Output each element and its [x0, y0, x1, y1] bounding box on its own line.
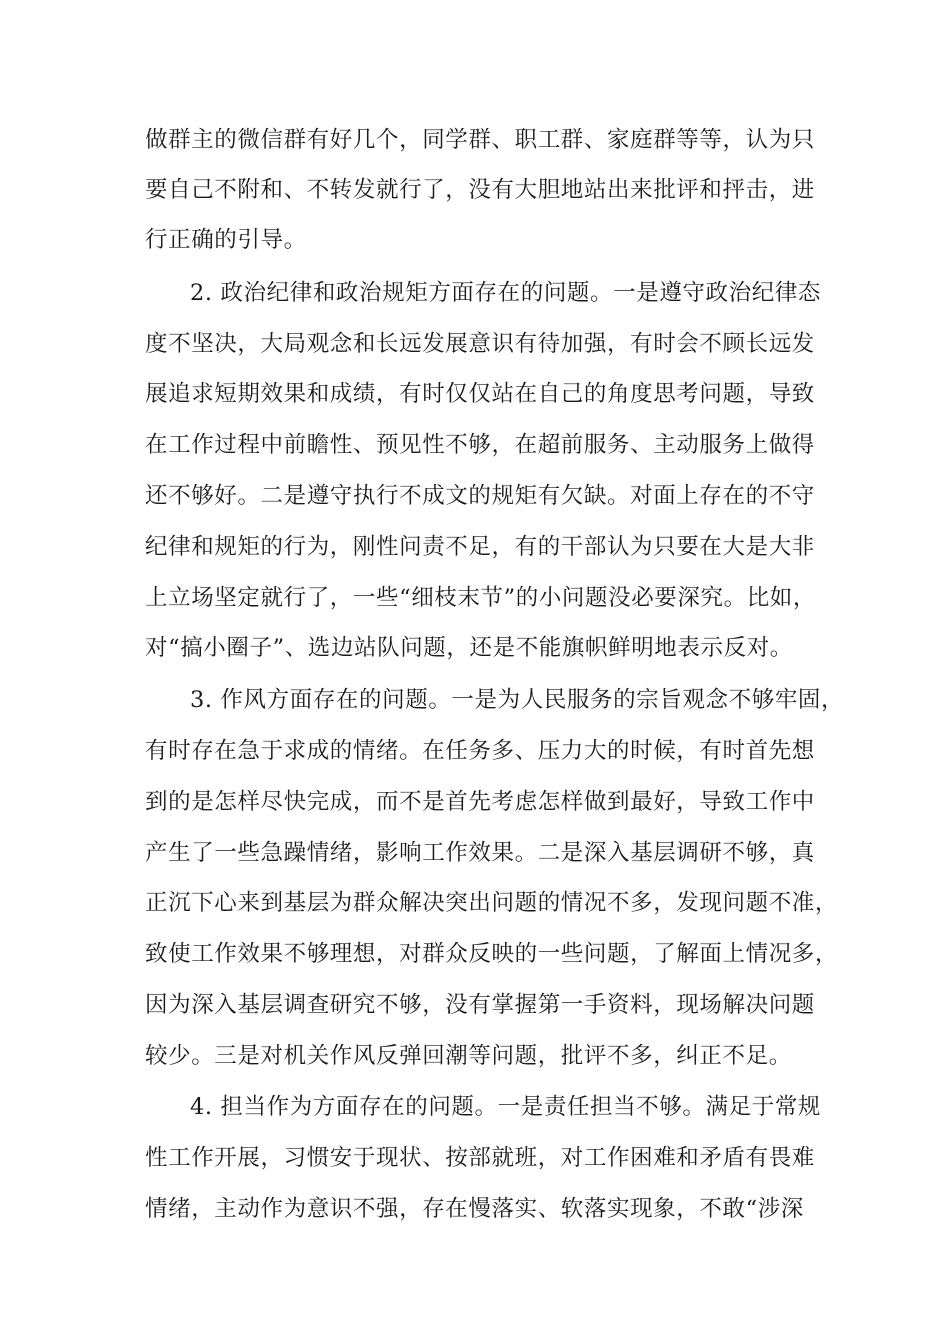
text-line-14: 到的是怎样尽快完成，而不是首先考虑怎样做到最好，导致工作中 — [145, 789, 815, 815]
text-line-1: 做群主的微信群有好几个，同学群、职工群、家庭群等等，认为只 — [145, 127, 815, 153]
text-line-7: 在工作过程中前瞻性、预见性不够，在超前服务、主动服务上做得 — [145, 432, 815, 458]
text-line-12: 3. 作风方面存在的问题。一是为人民服务的宗旨观念不够牢固， — [190, 687, 845, 713]
text-line-19: 较少。三是对机关作风反弹回潮等问题，批评不多，纠正不足。 — [145, 1043, 792, 1069]
text-line-9: 纪律和规矩的行为，刚性问责不足，有的干部认为只要在大是大非 — [145, 534, 815, 560]
text-line-10: 上立场坚定就行了，一些“细枝末节”的小问题没必要深究。比如， — [145, 585, 817, 611]
text-line-5: 度不坚决，大局观念和长远发展意识有待加强，有时会不顾长远发 — [145, 331, 815, 357]
text-line-13: 有时存在急于求成的情绪。在任务多、压力大的时候，有时首先想 — [145, 738, 815, 764]
text-line-20: 4. 担当作为方面存在的问题。一是责任担当不够。满足于常规 — [190, 1094, 822, 1120]
text-line-21: 性工作开展，习惯安于现状、按部就班，对工作困难和矛盾有畏难 — [145, 1145, 815, 1171]
text-line-4: 2. 政治纪律和政治规矩方面存在的问题。一是遵守政治纪律态 — [190, 280, 822, 306]
text-line-8: 还不够好。二是遵守执行不成文的规矩有欠缺。对面上存在的不守 — [145, 483, 815, 509]
text-line-17: 致使工作效果不够理想，对群众反映的一些问题，了解面上情况多， — [145, 941, 839, 967]
text-line-16: 正沉下心来到基层为群众解决突出问题的情况不多，发现问题不准， — [145, 890, 839, 916]
text-line-2: 要自己不附和、不转发就行了，没有大胆地站出来批评和抨击，进 — [145, 177, 815, 203]
text-line-3: 行正确的引导。 — [145, 227, 307, 253]
text-line-11: 对“搞小圈子”、选边站队问题，还是不能旗帜鲜明地表示反对。 — [145, 635, 793, 661]
text-line-18: 因为深入基层调查研究不够，没有掌握第一手资料，现场解决问题 — [145, 992, 815, 1018]
text-line-22: 情绪，主动作为意识不强，存在慢落实、软落实现象，不敢“涉深 — [145, 1196, 804, 1222]
text-line-15: 产生了一些急躁情绪，影响工作效果。二是深入基层调研不够，真 — [145, 840, 815, 866]
text-line-6: 展追求短期效果和成绩，有时仅仅站在自己的角度思考问题，导致 — [145, 381, 815, 407]
